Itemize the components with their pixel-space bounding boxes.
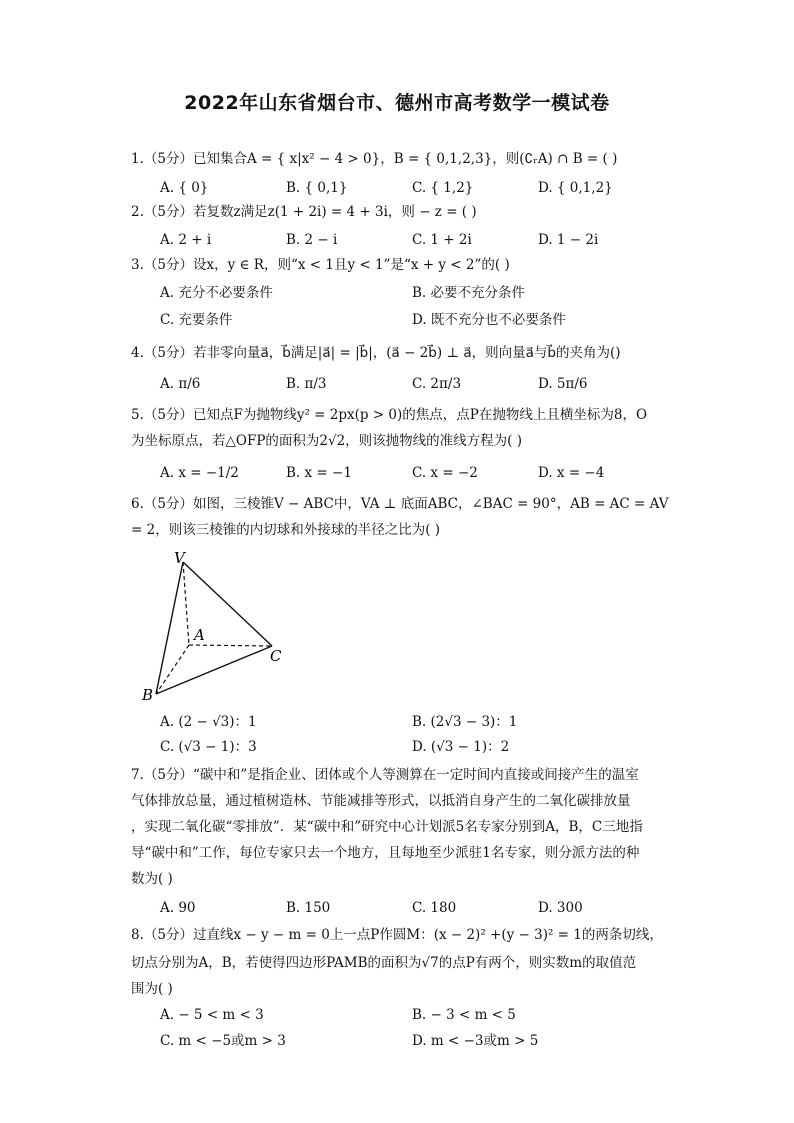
question-6-stem-line-2: = 2，则该三棱锥的内切球和外接球的半径之比为( ) (131, 522, 441, 538)
q4-option-d: D. 5π/6 (538, 376, 588, 392)
q5-option-b: B. x = −1 (286, 465, 352, 481)
vertex-label-v: V (174, 549, 185, 567)
q5-option-d: D. x = −4 (538, 465, 605, 481)
q7-option-b: B. 150 (286, 900, 331, 916)
q2-option-c: C. 1 + 2i (412, 232, 472, 248)
question-3-stem: 3.（5分）设x，y ∈ R，则“x < 1且y < 1”是“x + y < 2”的( ) (131, 257, 510, 273)
q8-option-c: C. m < −5或m > 3 (160, 1033, 286, 1049)
pyramid-figure (138, 548, 298, 708)
question-8-stem-line-2: 切点分别为A，B，若使得四边形PAMB的面积为√7的点P有两个，则实数m的取值范 (131, 955, 637, 971)
q6-option-a: A. (2 − √3)：1 (160, 714, 257, 730)
q8-option-b: B. − 3 < m < 5 (412, 1007, 516, 1023)
q1-option-d: D. { 0,1,2} (538, 180, 613, 196)
question-6-stem-line-1: 6.（5分）如图，三棱锥V − ABC中，VA ⊥ 底面ABC，∠BAC = 90°，AB = AC = AV (131, 496, 669, 512)
question-7-stem-line-5: 数为( ) (131, 871, 173, 887)
question-8-stem-line-3: 围为( ) (131, 981, 173, 997)
q8-option-a: A. − 5 < m < 3 (160, 1007, 264, 1023)
q7-option-d: D. 300 (538, 900, 583, 916)
question-7-stem-line-4: 导“碳中和”工作，每位专家只去一个地方，且每地至少派驻1名专家，则分派方法的种 (131, 845, 640, 861)
vertex-label-c: C (270, 647, 282, 665)
q4-option-a: A. π/6 (160, 376, 201, 392)
q3-option-b: B. 必要不充分条件 (412, 285, 526, 301)
q2-option-b: B. 2 − i (286, 232, 338, 248)
question-5-stem-line-1: 5.（5分）已知点F为抛物线y² = 2px(p > 0)的焦点，点P在抛物线上且横坐标为8，O (131, 407, 648, 423)
question-7-stem-line-2: 气体排放总量，通过植树造林、节能减排等形式，以抵消自身产生的二氧化碳排放量 (131, 793, 631, 809)
vertex-label-a: A (194, 626, 205, 644)
page-title: 2022年山东省烟台市、德州市高考数学一模试卷 (184, 92, 610, 114)
question-1-stem: 1.（5分）已知集合A = { x|x² − 4 > 0}，B = { 0,1,2,3}，则(∁ᵣA) ∩ B = ( ) (131, 151, 618, 167)
question-7-stem-line-1: 7.（5分）“碳中和”是指企业、团体或个人等测算在一定时间内直接或间接产生的温室 (131, 767, 639, 783)
q6-option-d: D. (√3 − 1)：2 (412, 739, 510, 755)
question-7-stem-line-3: ，实现二氧化碳“零排放”．某“碳中和”研究中心计划派5名专家分别到A，B，C三地指 (131, 819, 643, 835)
q4-option-c: C. 2π/3 (412, 376, 462, 392)
q3-option-a: A. 充分不必要条件 (160, 285, 273, 301)
question-4-stem: 4.（5分）若非零向量a⃗，b⃗满足|a⃗| = |b⃗|，(a⃗ − 2b⃗) ⊥ a⃗，则向量a⃗与b⃗的夹角为() (131, 345, 621, 361)
question-2-stem: 2.（5分）若复数z满足z(1 + 2i) = 4 + 3i，则 − z = ( ) (131, 204, 477, 220)
pyramid-diagram (138, 548, 298, 708)
question-5-stem-line-2: 为坐标原点，若△OFP的面积为2√2，则该抛物线的准线方程为( ) (131, 433, 523, 449)
edge-va-hidden (183, 562, 189, 645)
q3-option-c: C. 充要条件 (160, 312, 233, 328)
q1-option-a: A. { 0} (160, 180, 209, 196)
vertex-label-b: B (142, 686, 154, 704)
q6-option-b: B. (2√3 − 3)：1 (412, 714, 518, 730)
q8-option-d: D. m < −3或m > 5 (412, 1033, 539, 1049)
q5-option-a: A. x = −1/2 (160, 465, 239, 481)
question-8-stem-line-1: 8.（5分）过直线x − y − m = 0上一点P作圆M：(x − 2)² +(y − 3)² = 1的两条切线， (131, 927, 663, 943)
edge-bc (156, 646, 272, 694)
q2-option-a: A. 2 + i (160, 232, 212, 248)
q5-option-c: C. x = −2 (412, 465, 478, 481)
q1-option-b: B. { 0,1} (286, 180, 348, 196)
edge-ac-hidden (189, 645, 272, 646)
q6-option-c: C. (√3 − 1)：3 (160, 739, 257, 755)
q7-option-a: A. 90 (160, 900, 196, 916)
q2-option-d: D. 1 − 2i (538, 232, 599, 248)
q7-option-c: C. 180 (412, 900, 457, 916)
q1-option-c: C. { 1,2} (412, 180, 474, 196)
q4-option-b: B. π/3 (286, 376, 327, 392)
q3-option-d: D. 既不充分也不必要条件 (412, 312, 566, 328)
